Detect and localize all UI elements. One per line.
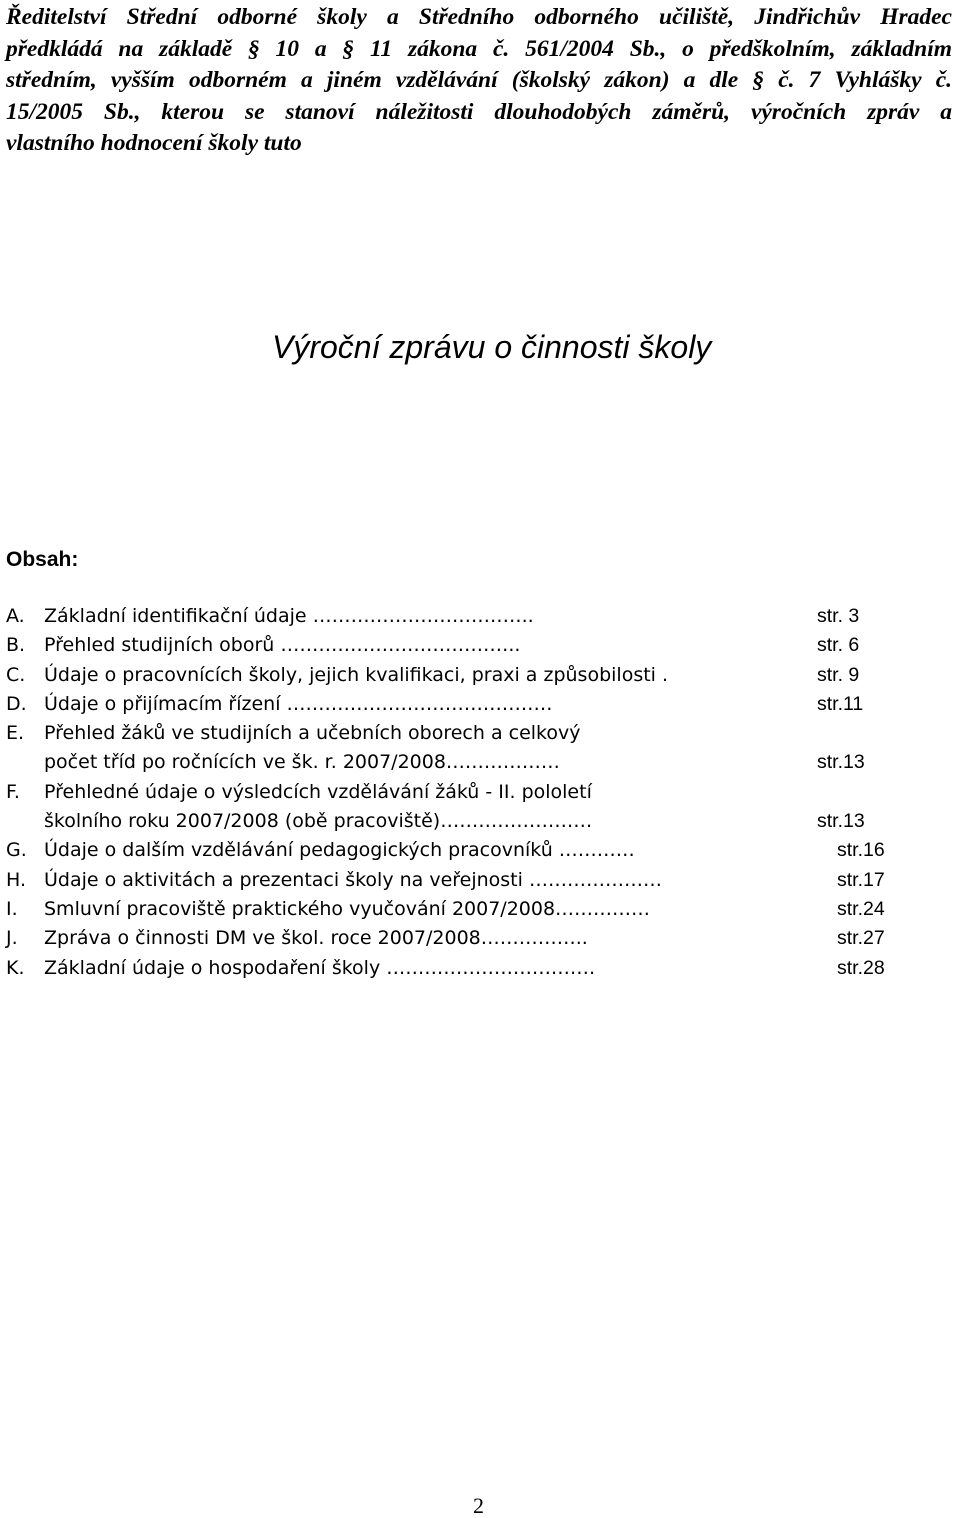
toc-heading: Obsah: — [6, 548, 79, 571]
toc-item-letter: H. — [6, 868, 26, 891]
toc-item-letter: J. — [6, 927, 18, 950]
toc-item-title-continued: školního roku 2007/2008 (obě pracoviště)…………………… — [44, 810, 593, 833]
toc-item — [6, 602, 946, 631]
intro-line: středním, vyšším odborném a jiném vzdělávání (školský zákon) a dle § č. 7 Vyhlášky č. — [6, 67, 952, 93]
toc-item-page: str.13 — [817, 751, 865, 774]
toc-item-letter: E. — [6, 722, 25, 745]
intro-line: Ředitelství Střední odborné školy a Středního odborného učiliště, Jindřichův Hradec — [6, 4, 952, 30]
toc-item — [6, 778, 946, 837]
toc-item-page: str.17 — [837, 868, 885, 891]
toc-item — [6, 661, 946, 690]
toc-item-page: str.24 — [837, 897, 885, 920]
toc-item-title: Zpráva o činnosti DM ve škol. roce 2007/2008…………….. — [44, 927, 588, 950]
toc-item-page: str.16 — [837, 839, 885, 862]
toc-item-title: Údaje o aktivitách a prezentaci školy na veřejnosti ………………… — [44, 868, 662, 891]
toc-item-letter: K. — [6, 956, 25, 979]
table-of-contents — [6, 602, 946, 983]
toc-item — [6, 719, 946, 778]
toc-item — [6, 924, 946, 953]
toc-item-page: str.13 — [817, 810, 865, 833]
toc-item-letter: B. — [6, 634, 26, 657]
toc-item-page: str. 3 — [817, 605, 860, 627]
toc-item-title: Údaje o dalším vzdělávání pedagogických pracovníků ………… — [44, 839, 635, 862]
toc-item-page: str.28 — [837, 956, 885, 979]
intro-line: předkládá na základě § 10 a § 11 zákona č. 561/2004 Sb., o předškolním, základním — [6, 35, 952, 62]
toc-item — [6, 631, 946, 660]
toc-item-title: Smluvní pracoviště praktického vyučování 2007/2008…………… — [44, 897, 651, 920]
toc-item-page: str. 9 — [817, 663, 860, 686]
toc-item — [6, 836, 946, 865]
toc-item-title: Přehled žáků ve studijních a učebních oborech a celkový — [44, 722, 581, 745]
intro-line: 15/2005 Sb., kterou se stanoví náležitosti dlouhodobých záměrů, výročních zpráv a — [6, 98, 952, 125]
toc-item-letter: A. — [6, 605, 25, 627]
toc-item-title: Údaje o pracovnících školy, jejich kvalifikaci, praxi a způsobilosti . — [44, 663, 669, 686]
toc-item-page: str.11 — [817, 692, 864, 715]
toc-item-title: Základní identifikační údaje …………………………….. — [44, 605, 534, 627]
toc-item — [6, 690, 946, 719]
toc-item-page: str.27 — [837, 927, 885, 950]
toc-item — [6, 895, 946, 924]
toc-item-letter: C. — [6, 663, 26, 686]
toc-item-letter: F. — [6, 780, 20, 803]
toc-item — [6, 954, 946, 983]
toc-item-page: str. 6 — [817, 634, 860, 657]
toc-item-letter: G. — [6, 839, 27, 862]
toc-item-title: Přehledné údaje o výsledcích vzdělávání žáků - II. pololetí — [44, 780, 592, 803]
page-number: 2 — [473, 1493, 484, 1518]
toc-item — [6, 866, 946, 895]
toc-item-title-continued: počet tříd po ročnících ve šk. r. 2007/2008……………… — [44, 751, 560, 774]
toc-item-title: Základní údaje o hospodaření školy …………………………… — [44, 956, 596, 979]
toc-item-letter: I. — [6, 897, 18, 920]
document-title: Výroční zprávu o činnosti školy — [272, 329, 712, 365]
intro-paragraph — [6, 2, 952, 160]
intro-line: vlastního hodnocení školy tuto — [6, 130, 302, 156]
toc-item-letter: D. — [6, 692, 27, 715]
toc-item-title: Přehled studijních oborů ……………………………….. — [44, 634, 521, 657]
toc-item-title: Údaje o přijímacím řízení …………………………………… — [44, 692, 553, 715]
